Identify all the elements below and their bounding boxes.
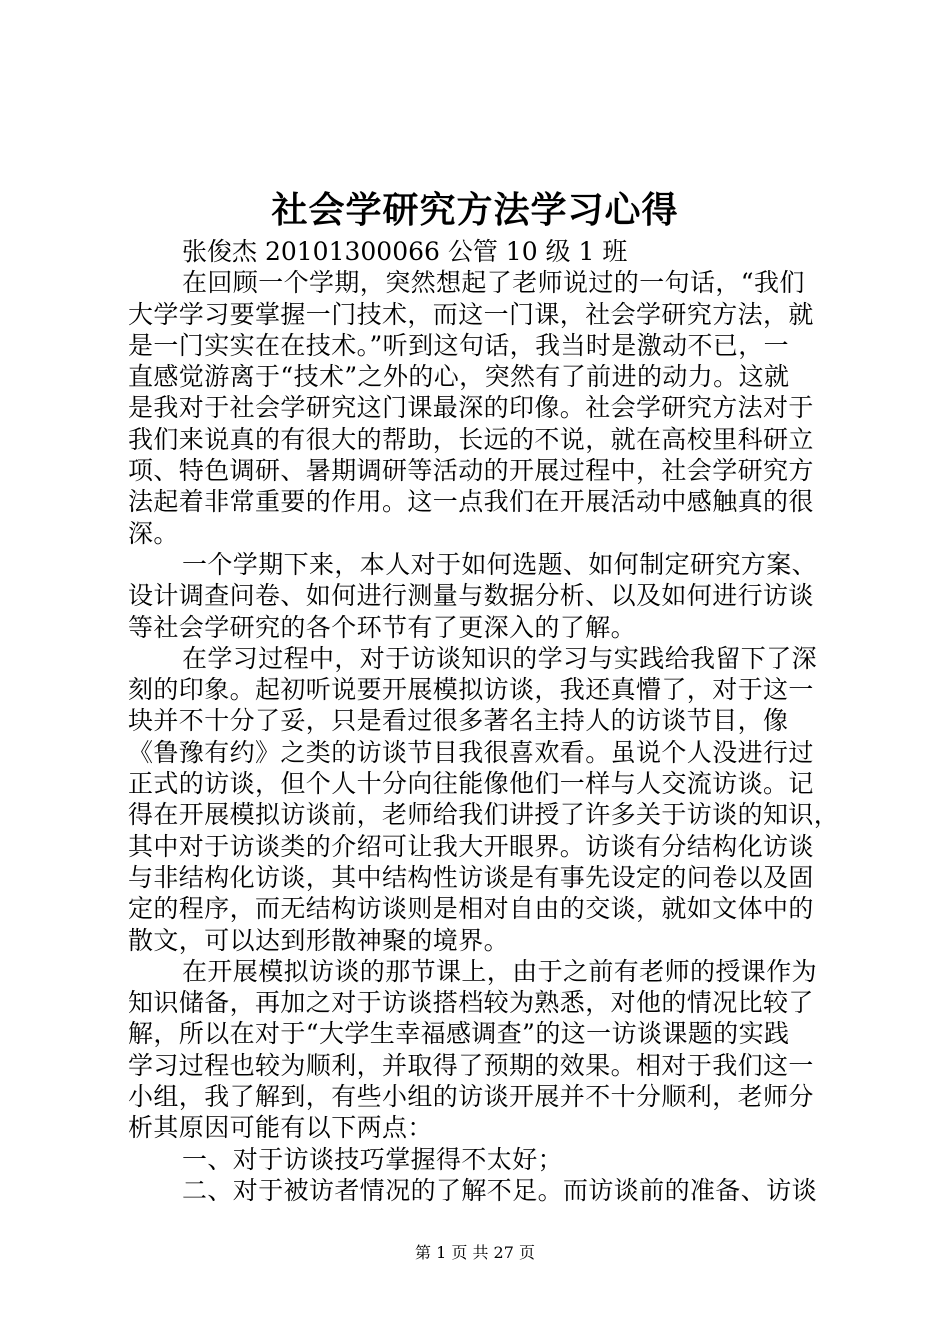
- paragraph-line: 块并不十分了妥，只是看过很多著名主持人的访谈节目，像: [128, 706, 789, 736]
- paragraph-line: 是一门实实在在技术。”听到这句话，我当时是激动不已，一: [128, 330, 790, 360]
- paragraph-line: 析其原因可能有以下两点：: [128, 1113, 433, 1143]
- paragraph-line: 项、特色调研、暑期调研等活动的开展过程中，社会学研究方: [128, 456, 814, 486]
- paragraph-line: 在学习过程中，对于访谈知识的学习与实践给我留下了深: [182, 643, 818, 673]
- paragraph-line: 深。: [128, 518, 179, 548]
- paragraph-line: 学习过程也较为顺利，并取得了预期的效果。相对于我们这一: [128, 1050, 814, 1080]
- paragraph-line: 正式的访谈，但个人十分向往能像他们一样与人交流访谈。记: [128, 769, 814, 799]
- author-line: 张俊杰 20101300066 公管 10 级 1 班: [182, 237, 628, 266]
- paragraph-line: 刻的印象。起初听说要开展模拟访谈，我还真懵了，对于这一: [128, 675, 814, 705]
- paragraph-line: 其中对于访谈类的介绍可让我大开眼界。访谈有分结构化访谈: [128, 831, 814, 861]
- paragraph-line: 法起着非常重要的作用。这一点我们在开展活动中感触真的很: [128, 487, 814, 517]
- document-body: [128, 236, 840, 1206]
- paragraph-line: 一个学期下来，本人对于如何选题、如何制定研究方案、: [182, 549, 818, 579]
- paragraph-line: 得在开展模拟访谈前，老师给我们讲授了许多关于访谈的知识，: [128, 800, 840, 830]
- paragraph-line: 直感觉游离于“技术”之外的心，突然有了前进的动力。这就: [128, 362, 790, 392]
- paragraph-line: 小组，我了解到，有些小组的访谈开展并不十分顺利，老师分: [128, 1082, 814, 1112]
- page-number-footer: 第 1 页 共 27 页: [415, 1243, 535, 1262]
- paragraph-line: 我们来说真的有很大的帮助，长远的不说，就在高校里科研立: [128, 424, 814, 454]
- paragraph-line: 是我对于社会学研究这门课最深的印像。社会学研究方法对于: [128, 393, 814, 423]
- paragraph-line: 大学学习要掌握一门技术，而这一门课，社会学研究方法，就: [128, 299, 814, 329]
- paragraph-line: 知识储备，再加之对于访谈搭档较为熟悉，对他的情况比较了: [128, 988, 814, 1018]
- document-title: 社会学研究方法学习心得: [271, 189, 679, 231]
- paragraph-line: 解，所以在对于“大学生幸福感调查”的这一访谈课题的实践: [128, 1019, 790, 1049]
- paragraph-line: 在开展模拟访谈的那节课上，由于之前有老师的授课作为: [182, 956, 818, 986]
- list-item: 二、对于被访者情况的了解不足。而访谈前的准备、访谈: [182, 1175, 818, 1205]
- paragraph-line: 与非结构化访谈，其中结构性访谈是有事先设定的问卷以及固: [128, 862, 814, 892]
- list-item: 一、对于访谈技巧掌握得不太好；: [182, 1144, 564, 1174]
- paragraph-line: 设计调查问卷、如何进行测量与数据分析、以及如何进行访谈: [128, 581, 814, 611]
- paragraph-line: 定的程序，而无结构访谈则是相对自由的交谈，就如文体中的: [128, 894, 814, 924]
- paragraph-line: 在回顾一个学期，突然想起了老师说过的一句话，“我们: [182, 268, 805, 298]
- paragraph-line: 散文，可以达到形散神聚的境界。: [128, 925, 510, 955]
- paragraph-line: 等社会学研究的各个环节有了更深入的了解。: [128, 612, 637, 642]
- paragraph-line: 《鲁豫有约》之类的访谈节目我很喜欢看。虽说个人没进行过: [128, 737, 814, 767]
